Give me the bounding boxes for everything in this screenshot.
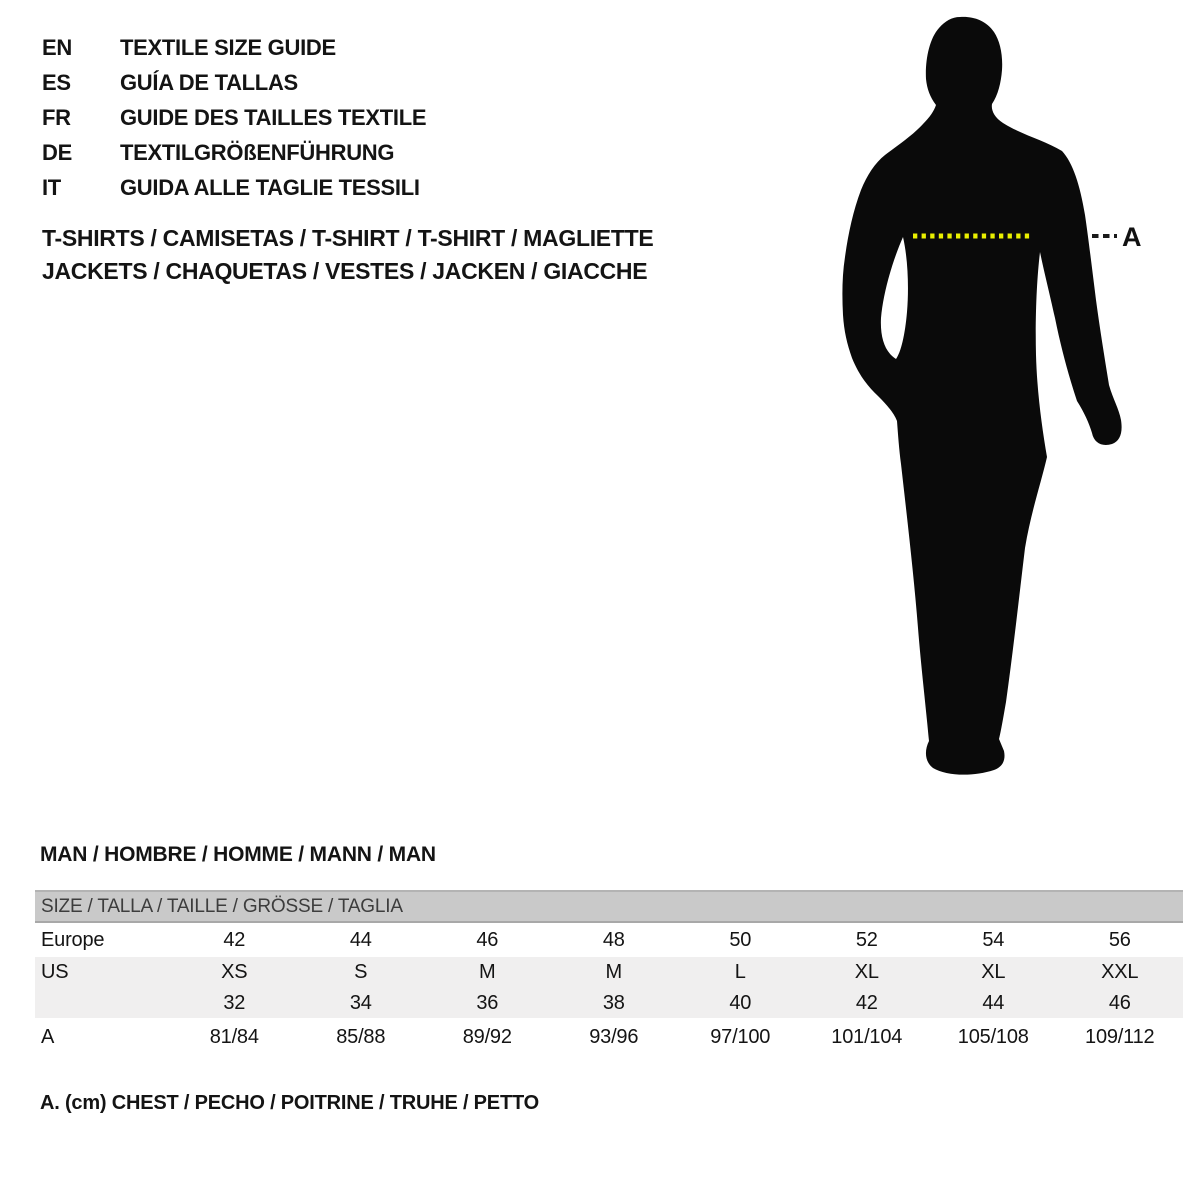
language-code: DE: [42, 139, 72, 165]
table-cell: 52: [855, 928, 878, 951]
table-cell: 34: [349, 991, 372, 1014]
language-row: [42, 100, 426, 135]
language-row: [42, 135, 426, 170]
table-cell: 38: [602, 991, 625, 1014]
language-title: TEXTILE SIZE GUIDE: [120, 34, 336, 60]
measure-label-a: A: [1122, 222, 1142, 252]
table-cell: 46: [1108, 991, 1131, 1014]
table-cell: L: [734, 961, 746, 983]
language-row: [42, 30, 426, 65]
category-jackets: JACKETS / CHAQUETAS / VESTES / JACKEN / GIACCHE: [42, 258, 648, 284]
table-cell: S: [354, 961, 368, 983]
language-code: ES: [42, 69, 71, 95]
table-row-europe: [35, 923, 1183, 957]
table-cell: 101/104: [831, 1025, 903, 1048]
table-cell: 40: [729, 991, 752, 1014]
size-table-header: SIZE / TALLA / TAILLE / GRÖSSE / TAGLIA: [35, 890, 1183, 923]
table-cell: M: [479, 961, 496, 983]
category-tshirts: T-SHIRTS / CAMISETAS / T-SHIRT / T-SHIRT / MAGLIETTE: [42, 225, 654, 251]
language-title: TEXTILGRÖßENFÜHRUNG: [120, 139, 395, 165]
language-code: EN: [42, 34, 72, 60]
table-cell: 44: [982, 991, 1005, 1014]
table-cell: 36: [476, 991, 499, 1014]
table-cell: XL: [981, 961, 1006, 983]
size-table: [35, 890, 1183, 1056]
language-title-block: [42, 30, 426, 205]
table-row-secondary-sizes: [35, 988, 1183, 1018]
language-row: [42, 65, 426, 100]
man-silhouette-figure: [818, 0, 1166, 800]
table-cell: 50: [729, 928, 752, 951]
measure-footnote: A. (cm) CHEST / PECHO / POITRINE / TRUHE / PETTO: [40, 1092, 539, 1114]
table-row-us: [35, 957, 1183, 988]
table-row-chest-a: [35, 1018, 1183, 1056]
language-code: FR: [42, 104, 71, 130]
table-cell: 97/100: [710, 1025, 771, 1048]
table-cell: XS: [221, 961, 248, 983]
man-silhouette: [842, 17, 1121, 775]
table-cell: 32: [223, 991, 246, 1014]
row-label: Europe: [41, 928, 105, 951]
table-cell: 105/108: [957, 1025, 1029, 1048]
table-cell: 42: [223, 928, 246, 951]
table-cell: 54: [982, 928, 1005, 951]
table-cell: 56: [1108, 928, 1131, 951]
table-cell: 93/96: [589, 1025, 639, 1048]
table-cell: 44: [349, 928, 372, 951]
language-row: [42, 170, 426, 205]
language-title: GUIDE DES TAILLES TEXTILE: [120, 104, 427, 130]
table-cell: 109/112: [1085, 1025, 1155, 1048]
garment-category-block: [42, 222, 653, 288]
section-heading-man: MAN / HOMBRE / HOMME / MANN / MAN: [40, 843, 436, 866]
table-cell: XXL: [1101, 961, 1139, 983]
language-title: GUIDA ALLE TAGLIE TESSILI: [120, 174, 420, 200]
language-code: IT: [42, 174, 61, 200]
language-title: GUÍA DE TALLAS: [120, 69, 298, 95]
row-label: A: [41, 1025, 55, 1048]
table-cell: XL: [854, 961, 879, 983]
table-cell: M: [605, 961, 622, 983]
table-cell: 46: [476, 928, 499, 951]
row-label: US: [41, 961, 69, 983]
table-cell: 85/88: [336, 1025, 386, 1048]
table-cell: 48: [602, 928, 625, 951]
table-cell: 42: [855, 991, 878, 1014]
table-cell: 89/92: [462, 1025, 512, 1048]
table-cell: 81/84: [209, 1025, 259, 1048]
